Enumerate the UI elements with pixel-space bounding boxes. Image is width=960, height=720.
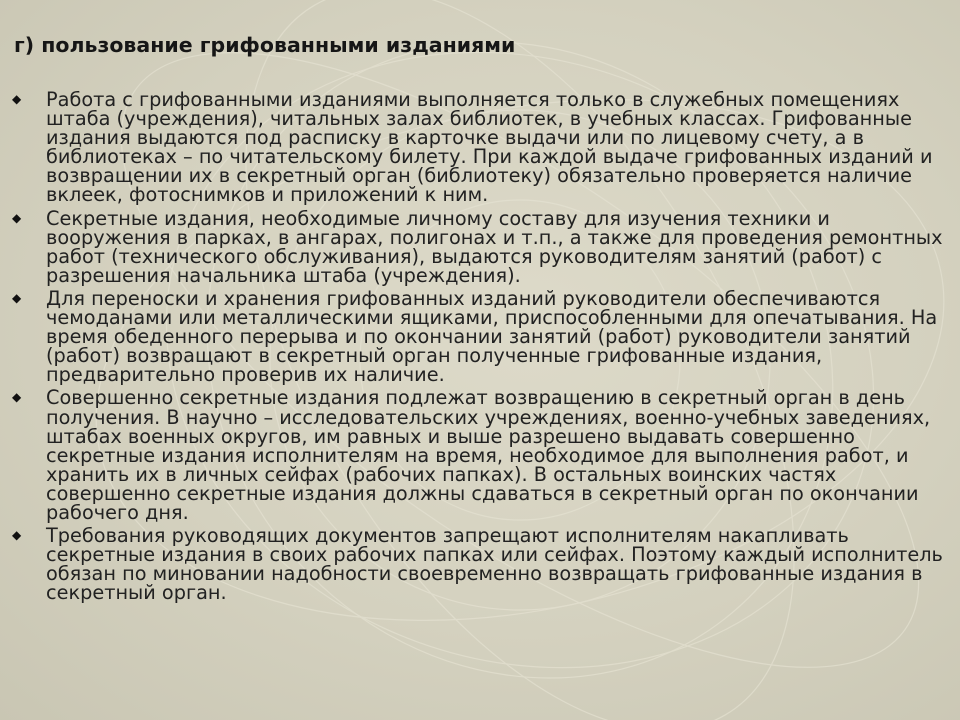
list-item-text: Совершенно секретные издания подлежат возвращению в секретный орган в день получения. В научно – исследовательских учреждениях, военно-учебных заведениях, штабах военных округов, им равных и выше разрешено выдавать совершенно секретные издания исполнителям на время, необходимое для выполнения работ, и хранить их в личных сейфах (рабочих папках). В остальных воинских частях совершенно секретные издания должны сдаваться в секретный орган по окончании рабочего дня.: [46, 386, 931, 524]
bullet-list: [10, 90, 950, 606]
diamond-bullet-icon: ◆: [12, 528, 22, 543]
slide-title: г) пользование грифованными изданиями: [14, 33, 516, 57]
list-item-text: Секретные издания, необходимые личному составу для изучения техники и вооружения в парках, в ангарах, полигонах и т.п., а также для проведения ремонтных работ (технического обслуживания), выдаются руководителям занятий (работ) с разрешения начальника штаба (учреждения).: [46, 206, 943, 287]
diamond-bullet-icon: ◆: [12, 290, 22, 305]
list-item-text: Требования руководящих документов запрещают исполнителям накапливать секретные издания в своих рабочих папках или сейфах. Поэтому каждый исполнитель обязан по миновании надобности своевременно возвращать грифованные издания в секретный орган.: [46, 524, 943, 605]
list-item-text: Для переноски и хранения грифованных изданий руководители обеспечиваются чемоданами или металлическими ящиками, приспособленными для опечатывания. На время обеденного перерыва и по окончании занятий (работ) руководители занятий (работ) возвращают в секретный орган полученные грифованные издания, предварительно проверив их наличие.: [46, 286, 938, 387]
list-item: [10, 90, 950, 205]
diamond-bullet-icon: ◆: [12, 210, 22, 225]
list-item: [10, 286, 950, 387]
list-item: [10, 388, 950, 522]
list-item: [10, 206, 950, 287]
diamond-bullet-icon: ◆: [12, 92, 22, 106]
diamond-bullet-icon: ◆: [12, 390, 22, 405]
list-item: [10, 524, 950, 605]
list-item-text: Работа с грифованными изданиями выполняется только в служебных помещениях штаба (учреждения), читальных залах библиотек, в учебных классах. Грифованные издания выдаются под расписку в карточке выдачи или по лицевому счету, а в библиотеках – по читательскому билету. При каждой выдаче грифованных изданий и возвращении их в секретный орган (библиотеку) обязательно проверяется наличие вклеек, фотоснимков и приложений к ним.: [46, 88, 933, 207]
